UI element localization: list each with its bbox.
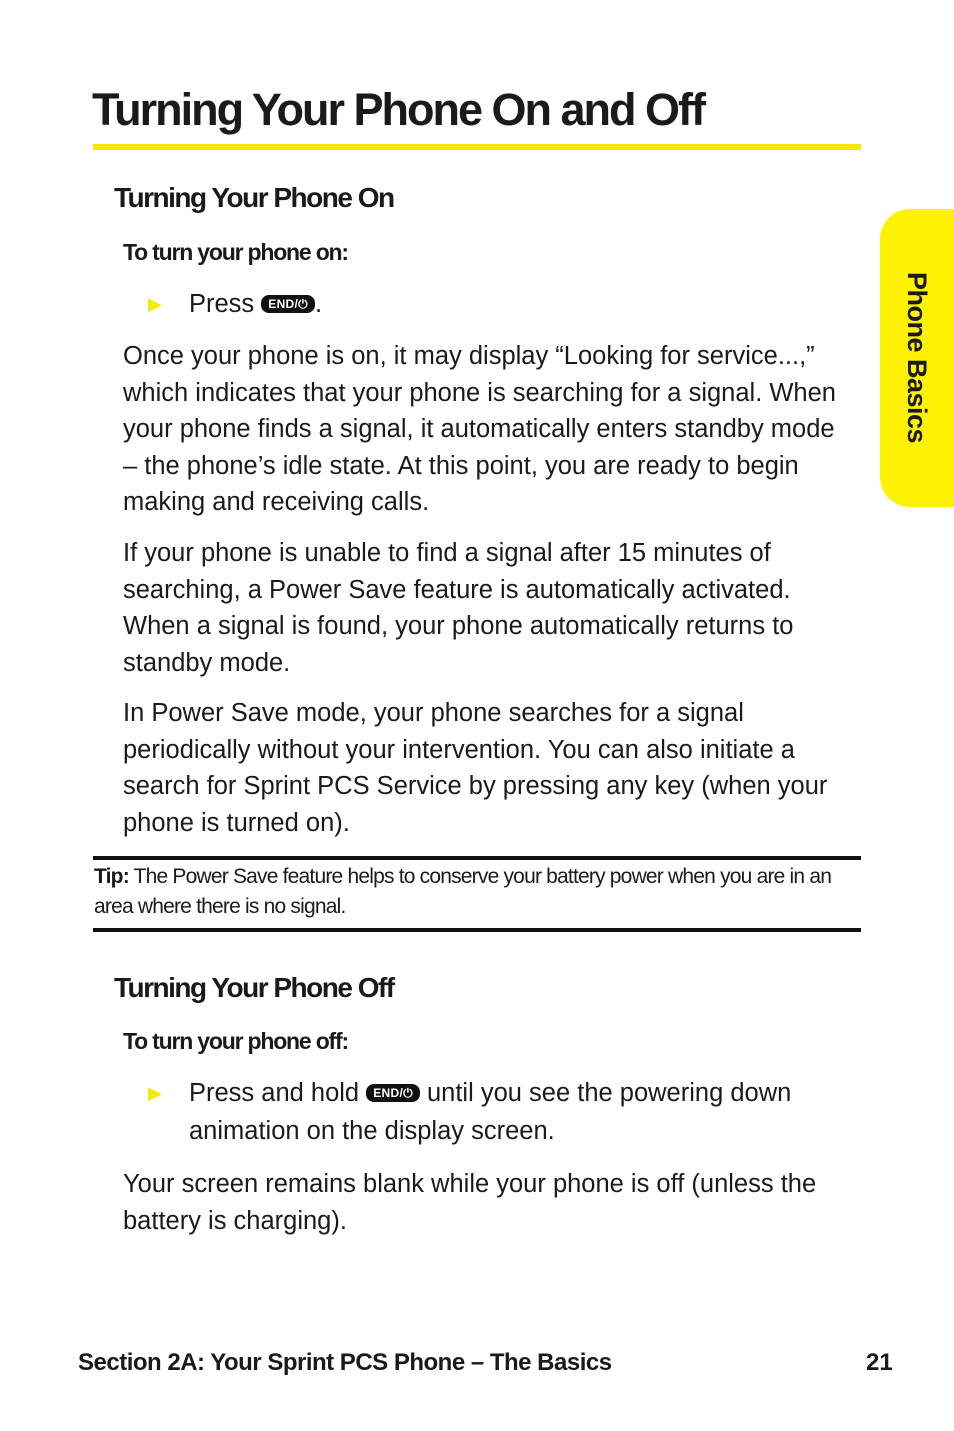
tip-text: The Power Save feature helps to conserve your battery power when you are in an area where there is no signal.: [94, 865, 832, 918]
step-press-on: [148, 285, 322, 323]
tip-label: Tip:: [94, 865, 129, 888]
triangle-right-icon: ▶: [148, 1083, 162, 1103]
footer-section-title: Section 2A: Your Sprint PCS Phone – The Basics: [78, 1349, 612, 1376]
end-power-key-icon: END/⏻: [261, 295, 315, 313]
page-title: Turning Your Phone On and Off: [92, 84, 704, 135]
triangle-right-icon: ▶: [148, 294, 162, 314]
step-text: Press: [189, 290, 255, 318]
paragraph-looking-for-service: Once your phone is on, it may display “Looking for service...,” which indicates that your phone is searching for a signal. When your phone finds a signal, it automatically enters standby mode – the phone’s idle state. At this point, you are ready to begin making and receiving calls.: [123, 342, 836, 516]
title-underline: [93, 144, 861, 150]
instruction-lead-off: To turn your phone off:: [123, 1028, 348, 1054]
end-power-key-icon: END/⏻: [366, 1084, 420, 1102]
step-continuation: animation on the display screen.: [189, 1117, 555, 1145]
paragraph-screen-blank: Your screen remains blank while your phone is off (unless the battery is charging).: [123, 1170, 817, 1235]
tip-box: [94, 862, 859, 922]
step-press-hold-off: [148, 1074, 791, 1112]
step-end: .: [314, 290, 323, 318]
paragraph-power-save-mode: In Power Save mode, your phone searches for a signal periodically without your intervention. You can also initiate a search for Sprint PCS Service by pressing any key (when your phone is turned on).: [123, 699, 828, 837]
instruction-lead-on: To turn your phone on:: [123, 239, 348, 265]
side-tab: [880, 209, 954, 507]
side-tab-label: Phone Basics: [902, 272, 932, 444]
paragraph-power-save: If your phone is unable to find a signal after 15 minutes of searching, a Power Save feature is automatically activated. When a signal is found, your phone automatically returns to standby mode.: [123, 539, 794, 677]
section-heading-on: Turning Your Phone On: [114, 182, 394, 213]
page-number: 21: [866, 1349, 893, 1376]
tip-rule-bottom: [93, 928, 861, 932]
step-text: Press and hold: [189, 1079, 360, 1107]
step-rest-1: until you see the powering down: [426, 1079, 792, 1107]
section-heading-off: Turning Your Phone Off: [114, 972, 394, 1003]
tip-rule-top: [93, 856, 861, 860]
